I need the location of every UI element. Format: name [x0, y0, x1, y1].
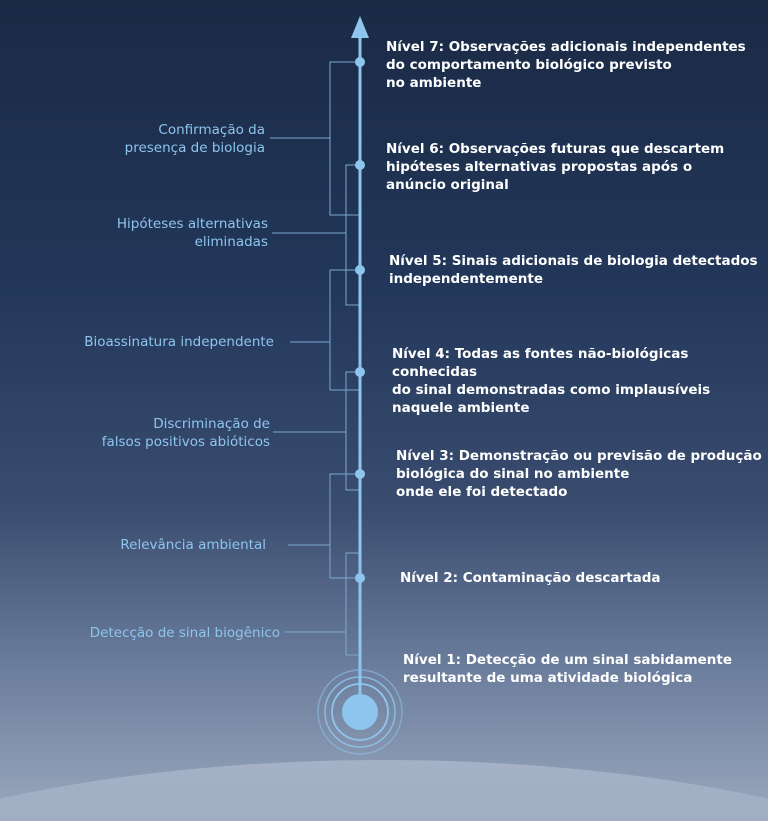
category-environment: Relevância ambiental: [120, 537, 266, 553]
axis-arrowhead: [351, 16, 369, 38]
level-7-text: Nível 7: Observações adicionais independentes do comportamento biológico previsto no ambiente: [386, 39, 746, 91]
level-4-dot: [355, 367, 365, 377]
bracket-detection: [346, 553, 360, 655]
level-7-dot: [355, 57, 365, 67]
bracket-confirmation: [330, 62, 360, 215]
category-bioassinatura: Bioassinatura independente: [84, 334, 274, 350]
planet-horizon: [0, 760, 768, 821]
origin-dot: [342, 694, 378, 730]
level-2-dot: [355, 573, 365, 583]
category-detection: Detecção de sinal biogênico: [89, 625, 280, 641]
level-3-dot: [355, 469, 365, 479]
level-2-text: Nível 2: Contaminação descartada: [400, 570, 661, 586]
category-hypotheses: Hipóteses alternativas eliminadas: [116, 216, 268, 250]
category-abiotic: Discriminação de falsos positivos abióticos: [101, 416, 270, 450]
level-3-text: Nível 3: Demonstração ou previsão de produção biológica do sinal no ambiente onde ele foi detectado: [396, 448, 762, 500]
level-4-text: Nível 4: Todas as fontes não-biológicas conhecidas do sinal demonstradas como implausíveis naquele ambiente: [392, 346, 711, 416]
level-5-dot: [355, 265, 365, 275]
level-6-dot: [355, 160, 365, 170]
level-5-text: Nível 5: Sinais adicionais de biologia detectados independentemente: [389, 253, 758, 287]
level-6-text: Nível 6: Observações futuras que descartem hipóteses alternativas propostas após o anúncio original: [386, 141, 725, 193]
bracket-hypotheses: [346, 165, 360, 305]
category-confirmation: Confirmação da presença de biologia: [124, 122, 265, 156]
level-1-text: Nível 1: Detecção de um sinal sabidamente resultante de uma atividade biológica: [403, 652, 733, 686]
category-connectors: [270, 62, 360, 655]
